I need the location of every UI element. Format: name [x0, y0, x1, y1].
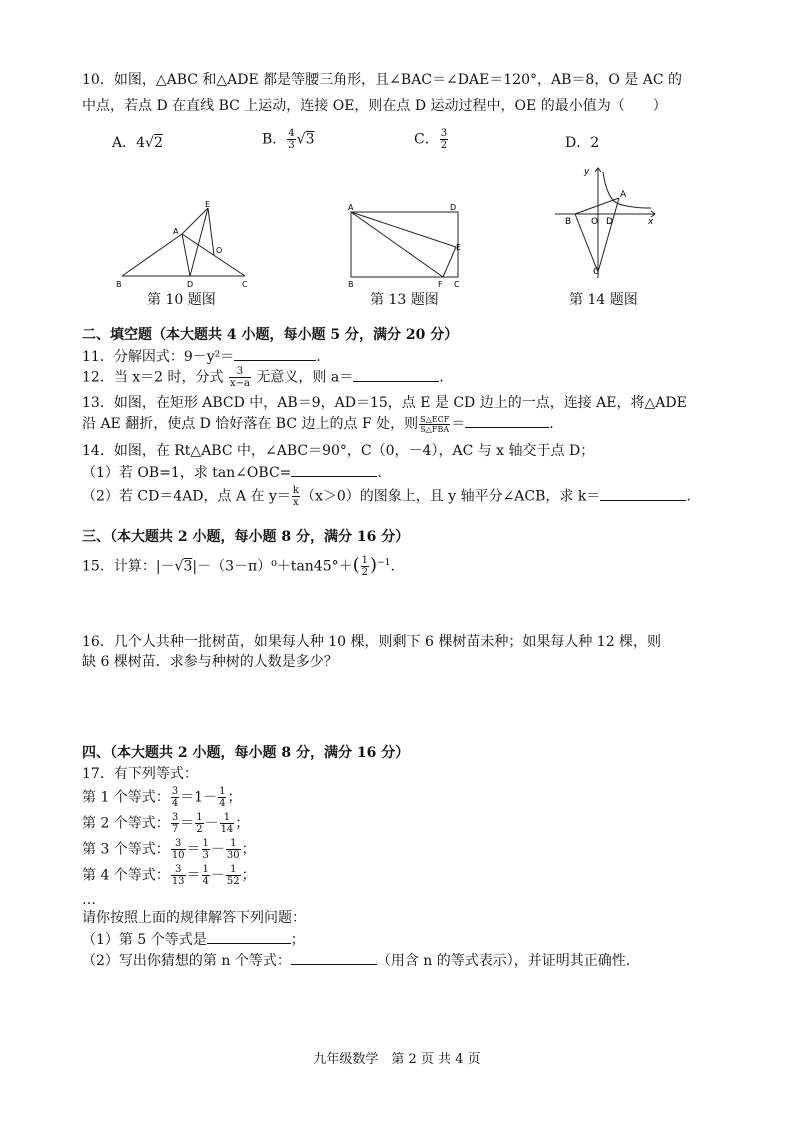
eq4-d2: 4	[202, 876, 209, 887]
f14-label-b: B	[565, 217, 572, 227]
section-4-title: 四、（本大题共 2 小题，每小题 8 分，满分 16 分）	[82, 745, 410, 761]
q13-line2-pre: 沿 AE 翻折，使点 D 恰好落在 BC 边上的点 F 处，则	[82, 416, 419, 432]
f14-label-x: x	[648, 217, 654, 227]
q14-frac-den: x	[293, 497, 299, 508]
q12-frac-num: 3	[229, 366, 251, 378]
eq3-label: 第 3 个等式：	[82, 841, 170, 858]
q14-part1-text: （1）若 OB=1，求 tan∠OBC=	[82, 465, 292, 481]
q13-frac-den: S△FBA	[420, 424, 450, 434]
f13-label-f: F	[438, 280, 443, 289]
f14-label-c: C	[593, 267, 600, 277]
eq1-n2: 1	[219, 786, 226, 797]
q17-part1-text: （1）第 5 个等式是	[82, 932, 207, 948]
q10-option-c	[414, 128, 449, 151]
opt-b-radicand: 3	[305, 131, 315, 148]
eq3-d3: 30	[226, 850, 240, 861]
f10-label-a: A	[173, 227, 179, 236]
opt-c-num: 3	[440, 128, 448, 139]
q17-equation-2: 第 2 个等式： $\frac{3}{7}$ ＝ $\frac{1}{2}$ － $\frac{1}{14}$ ；	[82, 812, 250, 835]
q17-equation-3: 第 3 个等式： $\frac{3}{10}$ ＝ $\frac{1}{3}$ － $\frac{1}{30}$ ；	[82, 838, 256, 861]
q11	[82, 346, 321, 367]
eq4-mid: ＝	[186, 867, 201, 884]
q15-frac-den: 2	[361, 567, 369, 579]
q13-end: .	[549, 416, 554, 432]
q15: 15．计算：|－√3|－（3－π）⁰＋tan45°＋( $\frac{1}{2}$ )$^{-1}$.	[82, 554, 395, 579]
eq4-d1: 13	[171, 876, 185, 887]
q16-line2: 缺 6 棵树苗．求参与种树的人数是多少？	[82, 654, 338, 670]
q13-line2	[82, 413, 554, 434]
q10-line2: 中点，若点 D 在直线 BC 上运动，连接 OE，则在点 D 运动过程中，OE 的最小值为（ ）	[82, 98, 667, 114]
figure-10	[112, 198, 258, 290]
eq4-d3: 52	[226, 876, 240, 887]
q15-radicand: 3	[183, 558, 193, 575]
eq2-n2: 1	[196, 812, 203, 823]
q12	[82, 366, 444, 389]
q13-answer-blank[interactable]	[465, 413, 549, 428]
f14-label-a: A	[620, 190, 627, 200]
eq3-n2: 1	[202, 838, 209, 849]
section-3-title: 三、（本大题共 2 小题，每小题 8 分，满分 16 分）	[82, 529, 410, 545]
opt-b-label: B．	[262, 131, 287, 148]
eq1-label: 第 1 个等式：	[82, 789, 170, 806]
q15-end: .	[390, 558, 395, 575]
eq4-n3: 1	[226, 864, 241, 876]
q17-ellipsis: …	[82, 892, 96, 908]
f14-label-o: O	[591, 217, 599, 227]
f10-label-c: C	[242, 280, 248, 289]
eq3-d1: 10	[171, 850, 185, 861]
q14-frac-num: k	[292, 485, 299, 496]
q17-part2-blank[interactable]	[291, 950, 377, 965]
opt-c-den: 2	[440, 140, 448, 151]
q12-pre: 12．当 x＝2 时，分式	[82, 369, 224, 386]
q13-line1: 13．如图，在矩形 ABCD 中，AB＝9，AD＝15，点 E 是 CD 边上的一点，连接 AE，将△ADE	[82, 395, 687, 411]
f13-label-e: E	[456, 243, 462, 252]
page-footer: 九年级数学 第 2 页 共 4 页	[313, 1052, 481, 1067]
q14-part1	[82, 462, 382, 483]
eq2-label: 第 2 个等式：	[82, 815, 170, 832]
q17-part1-end: ；	[290, 932, 305, 948]
q11-end: .	[316, 349, 321, 365]
f13-label-a: A	[348, 203, 354, 212]
q13-frac-num: S△ECF	[420, 414, 450, 424]
q14-part2-end: .	[686, 488, 691, 505]
q12-end: .	[439, 369, 444, 386]
eq3-d2: 3	[202, 850, 209, 861]
q10-option-d: D．2	[565, 135, 600, 151]
q14-part1-blank[interactable]	[291, 462, 377, 477]
eq2-d2: 2	[196, 824, 203, 835]
caption-figure-14: 第 14 题图	[569, 292, 638, 308]
q15-frac-num: 1	[361, 555, 369, 567]
eq2-end: ；	[235, 815, 250, 832]
eq2-d3: 14	[220, 824, 234, 835]
q14-part1-end: .	[377, 465, 382, 481]
q10-option-a: A．4√2	[112, 135, 163, 151]
eq1-d2: 4	[219, 798, 226, 809]
f13-label-d: D	[450, 203, 457, 212]
opt-a-radicand: 2	[153, 135, 163, 151]
opt-a-label: A．4	[112, 135, 146, 151]
q17-equation-4: 第 4 个等式： $\frac{3}{13}$ ＝ $\frac{1}{4}$ － $\frac{1}{52}$ ；	[82, 864, 256, 887]
eq1-mid: ＝1－	[180, 789, 218, 806]
section-2-title: 二、填空题（本大题共 4 小题，每小题 5 分，满分 20 分）	[82, 327, 459, 343]
opt-b-num: 4	[288, 128, 295, 139]
eq3-n1: 3	[171, 838, 186, 850]
q17-part1-blank[interactable]	[207, 929, 291, 944]
opt-c-label: C．	[414, 131, 439, 148]
eq4-n2: 1	[202, 864, 209, 875]
eq4-n1: 3	[171, 864, 186, 876]
eq1-n1: 3	[171, 786, 179, 797]
opt-b-den: 3	[288, 140, 295, 151]
eq3-n3: 1	[226, 838, 241, 850]
q17-part1	[82, 929, 305, 950]
q10-line1: 10．如图，△ABC 和△ADE 都是等腰三角形，且∠BAC＝∠DAE＝120°，AB＝8，O 是 AC 的	[82, 72, 682, 88]
q13-eq: ＝	[451, 416, 466, 432]
eq2-mid: ＝	[180, 815, 195, 832]
q14-part2	[82, 485, 691, 508]
eq4-label: 第 4 个等式：	[82, 867, 170, 884]
f10-label-b: B	[116, 280, 122, 289]
figure-13	[342, 202, 472, 290]
eq2-d1: 7	[171, 824, 179, 835]
f10-label-d: D	[187, 280, 194, 289]
q12-frac-den: x−a	[229, 378, 250, 389]
f13-label-c: C	[454, 280, 460, 289]
f14-label-y: y	[584, 167, 590, 177]
f10-label-o: O	[216, 246, 223, 255]
q17-prompt: 请你按照上面的规律解答下列问题：	[82, 910, 306, 926]
q17-part2-post: （用含 n 的等式表示），并证明其正确性．	[376, 953, 640, 969]
q11-text: 11．分解因式：9－y²＝	[82, 349, 235, 365]
figure-14	[553, 160, 665, 282]
q14-part2-blank[interactable]	[600, 486, 686, 501]
q14-line1: 14．如图，在 Rt△ABC 中，∠ABC＝90°，C（0，－4），AC 与 x 轴交于点 D；	[82, 443, 595, 459]
eq2-n3: 1	[220, 812, 235, 824]
q17-equation-1	[82, 786, 241, 809]
eq3-end: ；	[241, 841, 256, 858]
q14-part2-post: （x＞0）的图象上，且 y 轴平分∠ACB，求 k＝	[300, 488, 601, 505]
q12-answer-blank[interactable]	[353, 367, 439, 382]
eq1-end: ；	[227, 789, 242, 806]
q14-part2-pre: （2）若 CD＝4AD，点 A 在 y＝	[82, 488, 291, 505]
q17-part2	[82, 950, 640, 971]
f10-label-e: E	[205, 200, 211, 209]
f13-label-b: B	[348, 280, 354, 289]
caption-figure-13: 第 13 题图	[370, 292, 439, 308]
eq3-mid: ＝	[186, 841, 201, 858]
eq1-d1: 4	[171, 798, 179, 809]
f14-label-d: D	[606, 217, 613, 227]
q17-intro: 17．有下列等式：	[82, 766, 198, 782]
eq4-end: ；	[241, 867, 256, 884]
q16-line1: 16．几个人共种一批树苗，如果每人种 10 棵，则剩下 6 棵树苗未种；如果每人种 12 棵，则	[82, 634, 662, 650]
q15-pre: 15．计算：|－	[82, 558, 175, 575]
q17-part2-pre: （2）写出你猜想的第 n 个等式：	[82, 953, 291, 969]
caption-figure-10: 第 10 题图	[147, 292, 216, 308]
eq2-n1: 3	[171, 812, 179, 823]
q15-mid: |－（3－π）⁰＋tan45°＋	[192, 558, 353, 575]
q10-option-b: B． $\frac{4}{3}$ √3	[262, 128, 315, 151]
q11-answer-blank[interactable]	[234, 346, 316, 361]
q15-exponent: −1	[377, 558, 391, 568]
q12-mid: 无意义，则 a＝	[256, 369, 354, 386]
